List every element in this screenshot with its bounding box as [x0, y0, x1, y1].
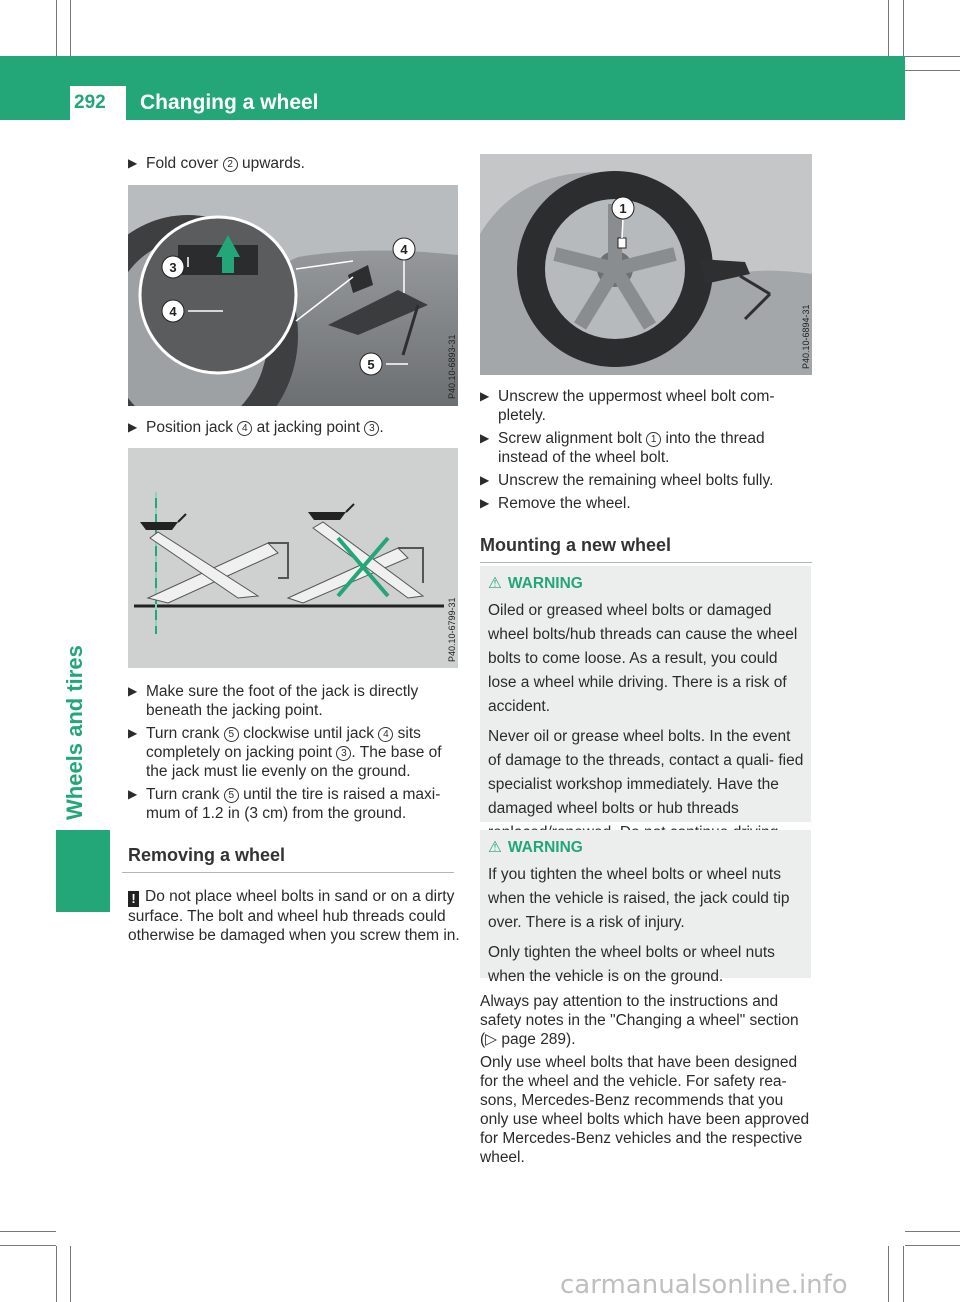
jack-alignment-illustration — [128, 448, 458, 668]
figure-code: P40.10-6799-31 — [447, 597, 457, 662]
section-divider — [122, 872, 454, 873]
section-divider — [480, 562, 812, 563]
callout-number: 5 — [224, 727, 239, 742]
step-arrow-icon: ▶ — [480, 496, 490, 510]
callout-number: 5 — [224, 788, 239, 803]
step-unscrew-remaining: ▶ Unscrew the remaining wheel bolts fully. — [480, 472, 774, 489]
callout-number: 4 — [237, 421, 252, 436]
warning-heading: ⚠ WARNING — [488, 839, 583, 856]
page-number: 292 — [70, 86, 126, 120]
bolt-advice-paragraph: Only use wheel bolts that have been designed for the wheel and the vehicle. For safety rea- sons, Mercedes-Benz recommends that you only use wheel bolts which have been approved for Mercedes-Benz vehicles and the respective wheel. — [480, 1054, 810, 1166]
step-screw-alignment-bolt: ▶ Screw alignment bolt 1 into the thread instead of the wheel bolt. — [480, 430, 765, 466]
figure-jack-alignment — [128, 448, 458, 668]
crop-mark — [888, 0, 889, 56]
step-arrow-icon: ▶ — [128, 420, 138, 434]
callout-number: 2 — [223, 157, 238, 172]
right-column-steps — [480, 387, 812, 563]
crop-mark — [905, 1231, 960, 1232]
warning-triangle-icon: ⚠ — [488, 575, 502, 592]
figure-wheel-alignment-bolt — [480, 154, 812, 375]
step-raise-tire: ▶ Turn crank 5 until the tire is raised a maxi- mum of 1.2 in (3 cm) from the ground. — [128, 786, 441, 822]
figure-code: P40.10-6893-31 — [447, 334, 457, 399]
step-unscrew-uppermost: ▶ Unscrew the uppermost wheel bolt com- pletely. — [480, 388, 775, 424]
step-arrow-icon: ▶ — [128, 684, 138, 698]
step-arrow-icon: ▶ — [128, 726, 138, 740]
callout-5: 5 — [367, 357, 375, 372]
watermark: carmanualsonline.info — [560, 1270, 848, 1300]
warning-box-tighten — [480, 830, 811, 985]
callout-4b: 4 — [169, 304, 177, 319]
warning-text: If you tighten the wheel bolts or wheel nuts when the vehicle is raised, the jack could tip over. There is a risk of injury. — [488, 866, 790, 931]
step-arrow-icon: ▶ — [128, 156, 138, 170]
chapter-tab-block — [56, 830, 110, 912]
wheel-illustration — [480, 154, 812, 375]
callout-number: 3 — [364, 421, 379, 436]
step-arrow-icon: ▶ — [128, 787, 138, 801]
section-title-mounting: Mounting a new wheel — [480, 535, 672, 555]
crop-mark — [905, 70, 960, 71]
header-bar — [0, 56, 905, 120]
step-check-jack: ▶ Make sure the foot of the jack is directly beneath the jacking point. — [128, 683, 419, 719]
jack-illustration — [128, 185, 458, 406]
crop-mark — [905, 56, 960, 57]
notice-paragraph: ! Do not place wheel bolts in sand or on a dirty surface. The bolt and wheel hub threads could otherwise be damaged when you screw them in. — [128, 888, 460, 944]
crop-mark — [56, 0, 57, 56]
step-turn-crank: ▶ Turn crank 5 clockwise until jack 4 sits completely on jacking point 3 . The base of the jack must lie evenly on the ground. — [128, 725, 442, 780]
left-column-steps-2 — [128, 682, 460, 945]
warning-heading: ⚠ WARNING — [488, 575, 583, 592]
warning-text: Never oil or grease wheel bolts. In the event of damage to the threads, contact a quali- fied specialist workshop immediately. Have the damaged wheel bolts or hub threads — [488, 728, 804, 817]
step-arrow-icon: ▶ — [480, 431, 490, 445]
warning-text: Only tighten the wheel bolts or wheel nuts when the vehicle is on the ground. — [488, 944, 775, 985]
notice-icon: ! — [128, 891, 139, 907]
left-column-steps — [128, 418, 460, 441]
step-position-jack: ▶ Position jack 4 at jacking point 3 . — [128, 419, 384, 436]
left-column — [128, 154, 460, 177]
instruction-paragraph: Always pay attention to the instructions and safety notes in the "Changing a wheel" section (▷ page 289). — [480, 993, 799, 1048]
chapter-tab-label: Wheels and tires — [62, 645, 87, 820]
crop-mark — [905, 1245, 960, 1246]
figure-jacking-point — [128, 185, 458, 406]
callout-number: 3 — [336, 746, 351, 761]
step-remove-wheel: ▶ Remove the wheel. — [480, 495, 631, 512]
crop-mark — [903, 1246, 904, 1302]
warning-box-bolts — [480, 566, 811, 822]
crop-mark — [0, 1231, 56, 1232]
callout-number: 1 — [646, 432, 661, 447]
step-arrow-icon: ▶ — [480, 389, 490, 403]
page-reference-icon: ▷ — [485, 1031, 498, 1048]
step-arrow-icon: ▶ — [480, 473, 490, 487]
crop-mark — [70, 1246, 71, 1302]
crop-mark — [888, 1246, 889, 1302]
warning-triangle-icon: ⚠ — [488, 839, 502, 856]
section-title-removing: Removing a wheel — [128, 845, 286, 865]
figure-code: P40.10-6894-31 — [801, 304, 811, 369]
crop-mark — [56, 1246, 57, 1302]
crop-mark — [903, 0, 904, 56]
callout-number: 4 — [378, 727, 393, 742]
right-column-paragraphs — [480, 992, 812, 1167]
crop-mark — [70, 0, 71, 56]
step-fold-cover: ▶ Fold cover 2 upwards. — [128, 155, 305, 172]
page-title: Changing a wheel — [140, 91, 319, 114]
callout-3: 3 — [169, 260, 177, 275]
crop-mark — [0, 1245, 56, 1246]
callout-4: 4 — [400, 242, 408, 257]
callout-1: 1 — [619, 201, 627, 216]
warning-text: Oiled or greased wheel bolts or damaged wheel bolts/hub threads can cause the wheel bolts to come loose. As a result, you could lose a wheel while driving. There is a risk of accident. — [488, 602, 798, 715]
